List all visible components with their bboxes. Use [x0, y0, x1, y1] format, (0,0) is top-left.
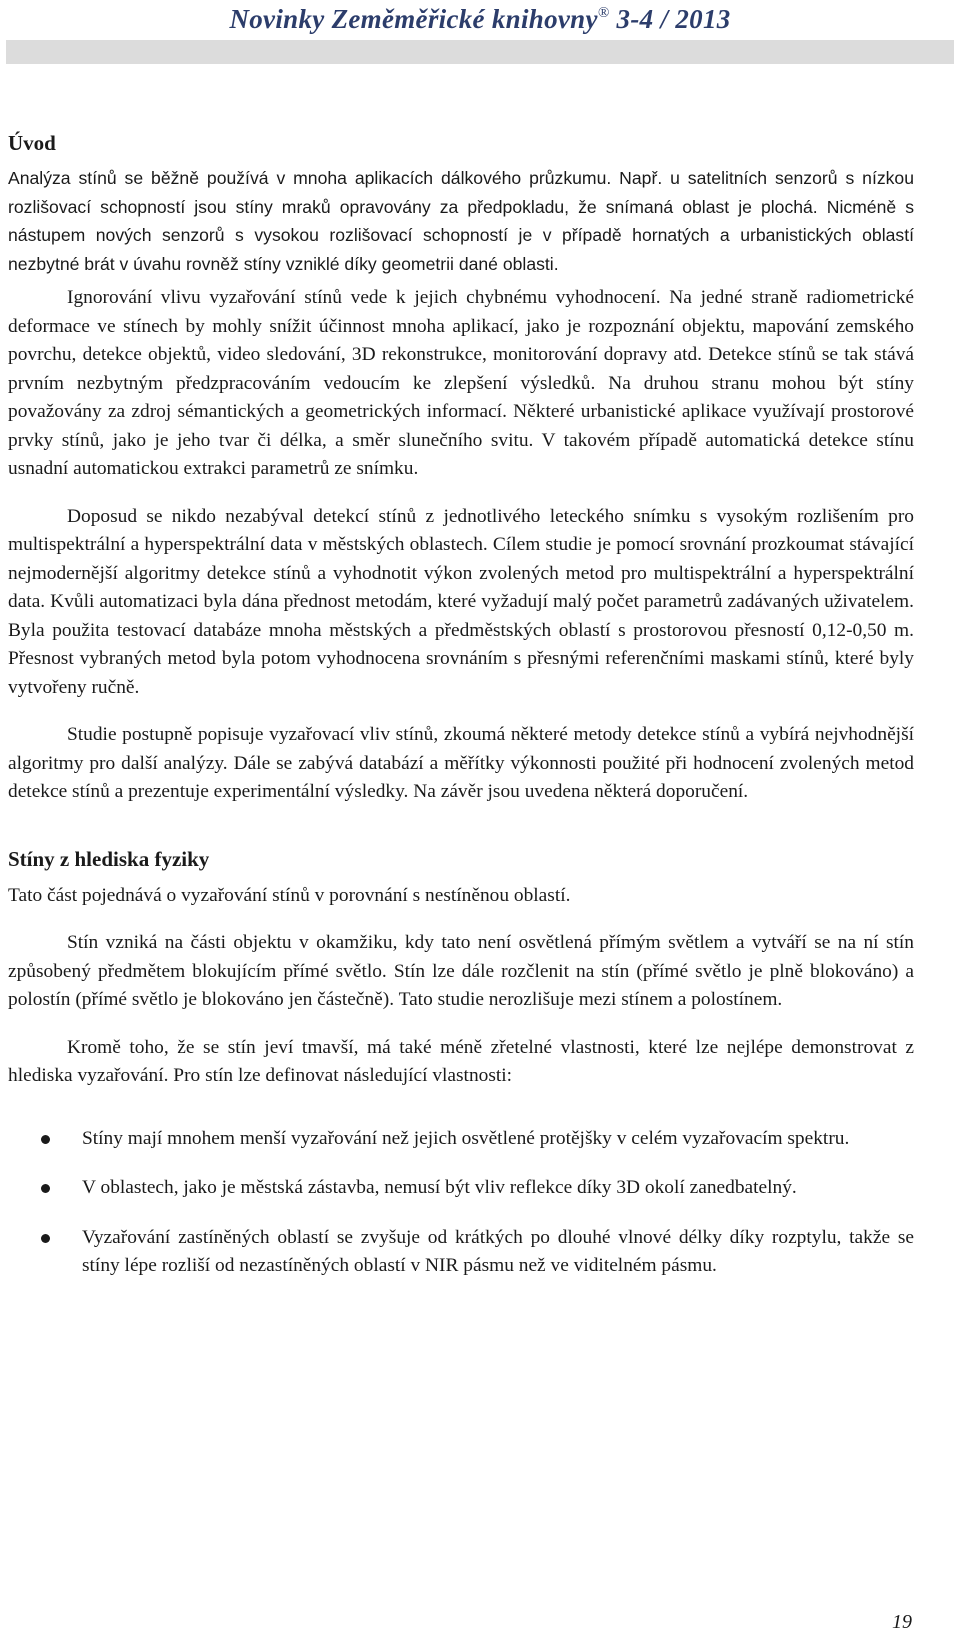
- paragraph-physics-2: Stín vzniká na části objektu v okamžiku, kdy tato není osvětlená přímým světlem a vytváří se na ní stín způsobený předmětem blokujícím přímé světlo. Stín lze dále rozčlenit na stín (přímé světlo je plně blokováno) a polostín (přímé světlo je blokováno jen částečně). Tato studie nerozlišuje mezi stínem a polostínem.: [8, 932, 914, 1011]
- section-heading-physics: Stíny z hlediska fyziky: [8, 846, 210, 871]
- list-item-text: Vyzařování zastíněných oblastí se zvyšuje od krátkých po dlouhé vlnové délky díky rozptylu, takže se stíny lépe rozliší od nezastíněných oblastí v NIR pásmu než ve viditelném pásmu.: [82, 1226, 914, 1277]
- list-item: [8, 1224, 914, 1281]
- shadow-properties-list: [8, 1125, 914, 1281]
- issue-number: 3-4 / 2013: [616, 4, 731, 34]
- list-item: [8, 1174, 914, 1203]
- paragraph-intro-2: Ignorování vlivu vyzařování stínů vede k jejich chybnému vyhodnocení. Na jedné straně radiometrické deformace ve stínech by mohly snížit účinnost mnoha aplikací, jako je rozpoznání objektu, mapování zemského povrchu, detekce objektů, video sledování, 3D rekonstrukce, monitorování dopravy atd. Detekce stínů se tak stává prvním nezbytným předzpracováním vedoucím ke zlepšení výsledků. Na druhou stranu mohou být stíny považovány za zdroj sémantických a geometrických informací. Některé urbanistické aplikace využívají prostorové prvky stínů, jako je jeho tvar či délka, a směr slunečního svitu. V takovém případě automatická detekce stínu usnadní automatickou extrakci parametrů ze snímku.: [8, 287, 914, 480]
- registered-mark: ®: [597, 5, 610, 21]
- list-item: [8, 1125, 914, 1154]
- page-header: [0, 0, 960, 40]
- journal-name: Novinky Zeměměřické knihovny: [229, 4, 598, 34]
- header-divider-bar: [6, 40, 954, 64]
- paragraph-intro-4: Studie postupně popisuje vyzařovací vliv stínů, zkoumá některé metody detekce stínů a vybírá nejvhodnější algoritmy pro další analýzy. Dále se zabývá databází a měřítky výkonnosti použité při hodnocení zvolených metod detekce stínů a prezentuje experimentální výsledky. Na závěr jsou uvedena některá doporučení.: [8, 724, 914, 803]
- bullet-icon: [41, 1234, 50, 1243]
- article-body: [8, 128, 914, 1281]
- section-heading-intro: Úvod: [8, 131, 56, 155]
- paragraph-intro-1: Analýza stínů se běžně používá v mnoha aplikacích dálkového průzkumu. Např. u satelitních senzorů s nízkou rozlišovací schopností jsou stíny mraků opravovány za předpokladu, že snímaná oblast je plochá. Nicméně s nástupem nových senzorů s vysokou rozlišovací schopností je v případě hornatých a urbanistických oblastí nezbytné brát v úvahu rovněž stíny vzniklé díky geometrii dané oblasti.: [8, 168, 914, 274]
- list-item-text: V oblastech, jako je městská zástavba, nemusí být vliv reflekce díky 3D okolí zanedbatelný.: [82, 1177, 797, 1199]
- paragraph-intro-3: Doposud se nikdo nezabýval detekcí stínů z jednotlivého leteckého snímku s vysokým rozlišením pro multispektrální a hyperspektrální data v městských oblastech. Cílem studie je pomocí srovnání prozkoumat stávající nejmodernější algoritmy detekce stínů a vyhodnotit výkon zvolených metod pro multispektrální a hyperspektrální data. Kvůli automatizaci byla dána přednost metodám, které vyžadují malý počet parametrů zadávaných uživatelem. Byla použita testovací databáze mnoha městských a předměstských oblastí s prostorovou přesností 0,12-0,50 m. Přesnost vybraných metod byla potom vyhodnocena srovnáním s přesnými referenčními maskami stínů, které byly vytvořeny ručně.: [8, 505, 914, 698]
- paragraph-physics-1: Tato část pojednává o vyzařování stínů v porovnání s nestíněnou oblastí.: [8, 884, 571, 906]
- list-item-text: Stíny mají mnohem menší vyzařování než jejich osvětlené protějšky v celém vyzařovacím spektru.: [82, 1127, 850, 1149]
- bullet-icon: [41, 1135, 50, 1144]
- paragraph-physics-3: Kromě toho, že se stín jeví tmavší, má také méně zřetelné vlastnosti, které lze nejlépe demonstrovat z hlediska vyzařování. Pro stín lze definovat následující vlastnosti:: [8, 1036, 914, 1087]
- journal-title: [229, 4, 730, 35]
- bullet-icon: [41, 1184, 50, 1193]
- page-number: 19: [892, 1611, 912, 1633]
